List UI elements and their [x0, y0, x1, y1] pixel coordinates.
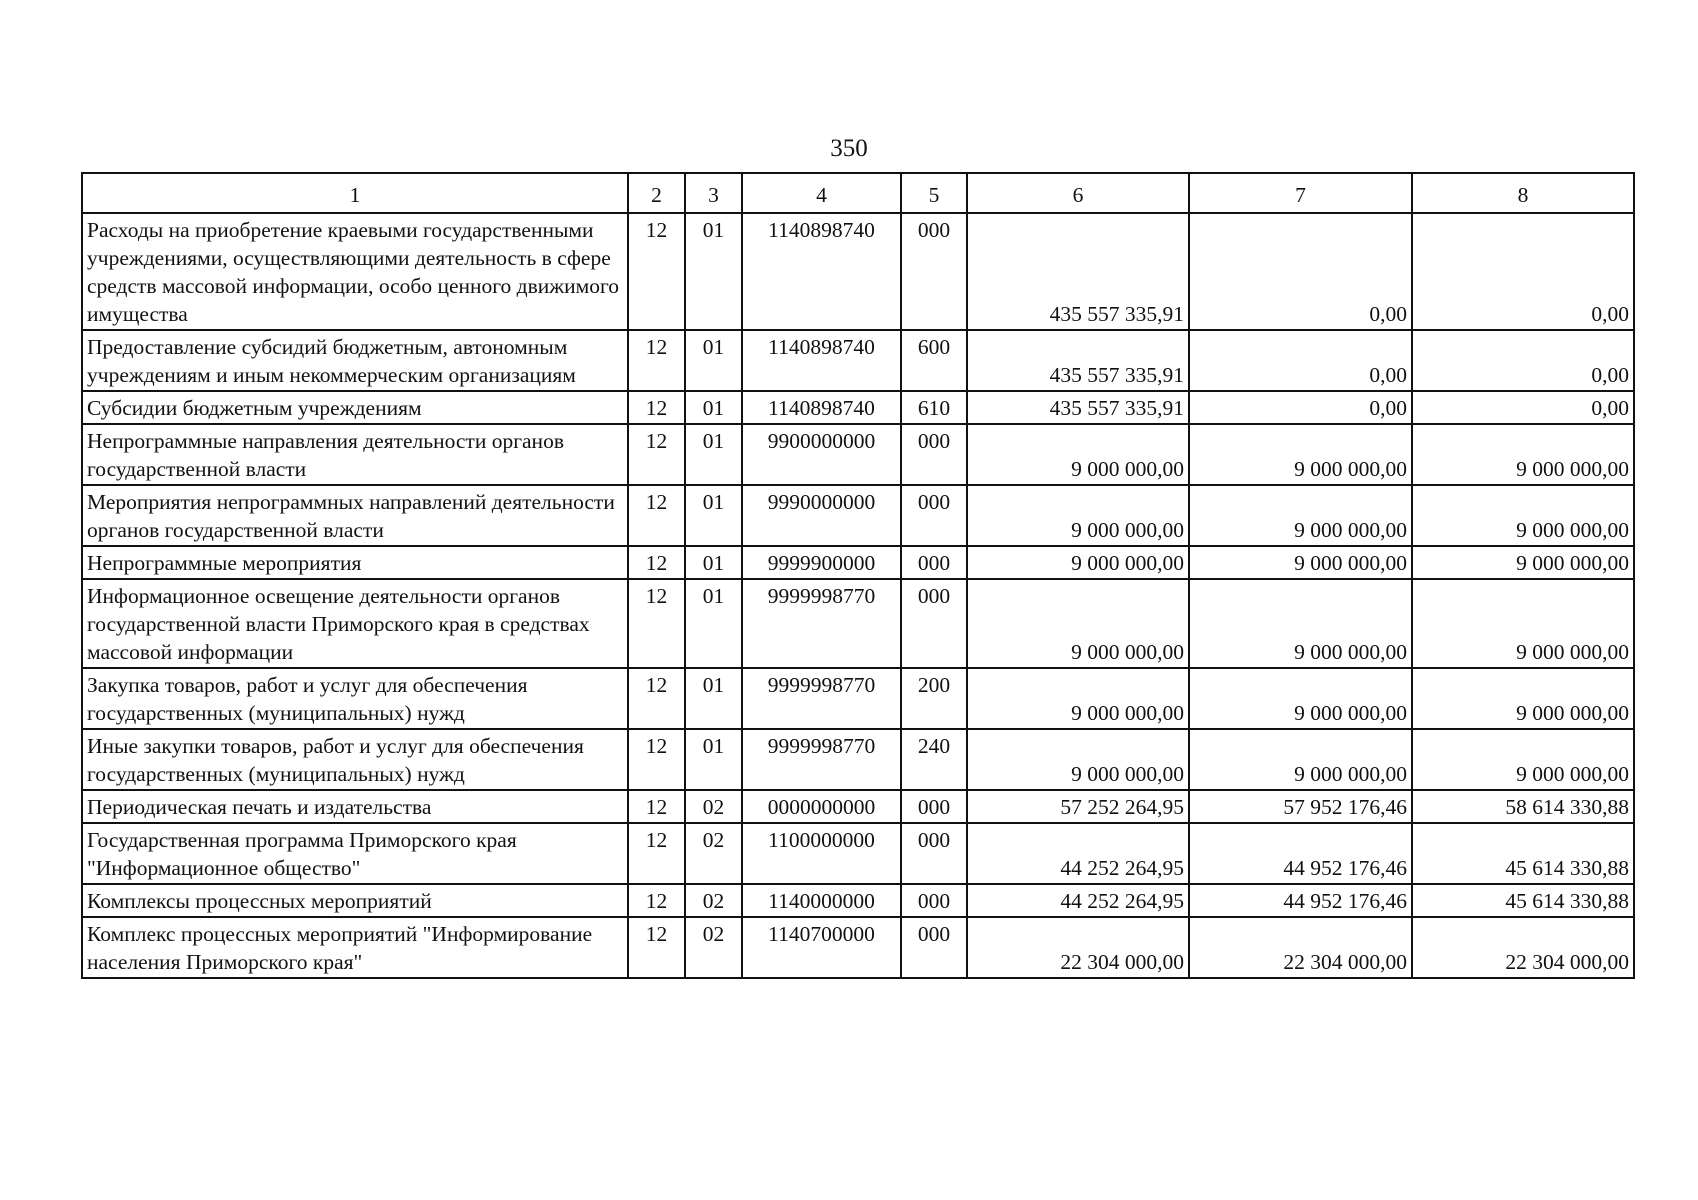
- section-code: 12: [628, 790, 685, 823]
- subsection-code: 01: [685, 668, 742, 729]
- section-code: 12: [628, 729, 685, 790]
- amount-col8: 9 000 000,00: [1412, 546, 1634, 579]
- subsection-code: 02: [685, 790, 742, 823]
- row-name: Закупка товаров, работ и услуг для обеспечения государственных (муниципальных) нужд: [82, 668, 628, 729]
- expense-type-code: 600: [901, 330, 967, 391]
- row-name: Государственная программа Приморского края "Информационное общество": [82, 823, 628, 884]
- row-name: Непрограммные направления деятельности органов государственной власти: [82, 424, 628, 485]
- amount-col6: 9 000 000,00: [967, 668, 1189, 729]
- amount-col6: 435 557 335,91: [967, 391, 1189, 424]
- amount-col6: 22 304 000,00: [967, 917, 1189, 978]
- row-name: Мероприятия непрограммных направлений деятельности органов государственной власти: [82, 485, 628, 546]
- column-header: 4: [742, 173, 901, 213]
- expense-type-code: 610: [901, 391, 967, 424]
- amount-col8: 45 614 330,88: [1412, 823, 1634, 884]
- amount-col6: 57 252 264,95: [967, 790, 1189, 823]
- section-code: 12: [628, 424, 685, 485]
- amount-col7: 9 000 000,00: [1189, 546, 1412, 579]
- row-name: Субсидии бюджетным учреждениям: [82, 391, 628, 424]
- subsection-code: 01: [685, 729, 742, 790]
- section-code: 12: [628, 579, 685, 668]
- table-row: [82, 729, 1634, 790]
- amount-col7: 22 304 000,00: [1189, 917, 1412, 978]
- row-name: Комплексы процессных мероприятий: [82, 884, 628, 917]
- subsection-code: 01: [685, 546, 742, 579]
- section-code: 12: [628, 485, 685, 546]
- target-article-code: 1140898740: [742, 330, 901, 391]
- amount-col7: 44 952 176,46: [1189, 823, 1412, 884]
- expense-type-code: 000: [901, 884, 967, 917]
- subsection-code: 01: [685, 213, 742, 330]
- section-code: 12: [628, 391, 685, 424]
- expense-type-code: 240: [901, 729, 967, 790]
- subsection-code: 01: [685, 485, 742, 546]
- target-article-code: 9999900000: [742, 546, 901, 579]
- amount-col7: 44 952 176,46: [1189, 884, 1412, 917]
- amount-col8: 9 000 000,00: [1412, 424, 1634, 485]
- target-article-code: 9990000000: [742, 485, 901, 546]
- target-article-code: 1140000000: [742, 884, 901, 917]
- amount-col6: 9 000 000,00: [967, 485, 1189, 546]
- column-header: 6: [967, 173, 1189, 213]
- target-article-code: 1140898740: [742, 391, 901, 424]
- row-name: Комплекс процессных мероприятий "Информирование населения Приморского края": [82, 917, 628, 978]
- table-row: [82, 485, 1634, 546]
- amount-col6: 44 252 264,95: [967, 884, 1189, 917]
- subsection-code: 02: [685, 917, 742, 978]
- amount-col6: 44 252 264,95: [967, 823, 1189, 884]
- subsection-code: 01: [685, 391, 742, 424]
- amount-col7: 9 000 000,00: [1189, 579, 1412, 668]
- amount-col8: 58 614 330,88: [1412, 790, 1634, 823]
- expense-type-code: 000: [901, 546, 967, 579]
- expense-type-code: 000: [901, 823, 967, 884]
- amount-col7: 9 000 000,00: [1189, 668, 1412, 729]
- expense-type-code: 200: [901, 668, 967, 729]
- section-code: 12: [628, 917, 685, 978]
- target-article-code: 9999998770: [742, 579, 901, 668]
- amount-col8: 9 000 000,00: [1412, 729, 1634, 790]
- target-article-code: 1140898740: [742, 213, 901, 330]
- section-code: 12: [628, 884, 685, 917]
- expense-type-code: 000: [901, 424, 967, 485]
- expense-type-code: 000: [901, 917, 967, 978]
- table-row: [82, 668, 1634, 729]
- column-header: 1: [82, 173, 628, 213]
- expense-type-code: 000: [901, 579, 967, 668]
- amount-col8: 9 000 000,00: [1412, 485, 1634, 546]
- expense-type-code: 000: [901, 790, 967, 823]
- amount-col8: 0,00: [1412, 391, 1634, 424]
- header-row: [82, 173, 1634, 213]
- table-row: [82, 213, 1634, 330]
- table-row: [82, 330, 1634, 391]
- amount-col6: 435 557 335,91: [967, 213, 1189, 330]
- table-row: [82, 917, 1634, 978]
- target-article-code: 1100000000: [742, 823, 901, 884]
- amount-col6: 9 000 000,00: [967, 729, 1189, 790]
- table-row: [82, 546, 1634, 579]
- row-name: Расходы на приобретение краевыми государственными учреждениями, осуществляющими деятельность в сфере средств массовой информации, особо ценного движимого имущества: [82, 213, 628, 330]
- target-article-code: 9999998770: [742, 729, 901, 790]
- subsection-code: 02: [685, 884, 742, 917]
- table-row: [82, 579, 1634, 668]
- section-code: 12: [628, 823, 685, 884]
- expense-type-code: 000: [901, 213, 967, 330]
- table-row: [82, 391, 1634, 424]
- row-name: Предоставление субсидий бюджетным, автономным учреждениям и иным некоммерческим организациям: [82, 330, 628, 391]
- subsection-code: 02: [685, 823, 742, 884]
- page-number: 350: [830, 135, 868, 162]
- amount-col6: 9 000 000,00: [967, 424, 1189, 485]
- amount-col7: 0,00: [1189, 330, 1412, 391]
- section-code: 12: [628, 213, 685, 330]
- budget-table: [81, 172, 1635, 979]
- amount-col7: 57 952 176,46: [1189, 790, 1412, 823]
- subsection-code: 01: [685, 424, 742, 485]
- table-row: [82, 424, 1634, 485]
- target-article-code: 9900000000: [742, 424, 901, 485]
- row-name: Непрограммные мероприятия: [82, 546, 628, 579]
- table-row: [82, 823, 1634, 884]
- row-name: Информационное освещение деятельности органов государственной власти Приморского края в средствах массовой информации: [82, 579, 628, 668]
- column-header: 7: [1189, 173, 1412, 213]
- amount-col7: 0,00: [1189, 391, 1412, 424]
- section-code: 12: [628, 546, 685, 579]
- amount-col7: 0,00: [1189, 213, 1412, 330]
- target-article-code: 9999998770: [742, 668, 901, 729]
- subsection-code: 01: [685, 579, 742, 668]
- column-header: 2: [628, 173, 685, 213]
- column-header: 8: [1412, 173, 1634, 213]
- target-article-code: 1140700000: [742, 917, 901, 978]
- table-row: [82, 884, 1634, 917]
- amount-col8: 9 000 000,00: [1412, 668, 1634, 729]
- row-name: Периодическая печать и издательства: [82, 790, 628, 823]
- amount-col8: 22 304 000,00: [1412, 917, 1634, 978]
- table-row: [82, 790, 1634, 823]
- amount-col6: 9 000 000,00: [967, 546, 1189, 579]
- target-article-code: 0000000000: [742, 790, 901, 823]
- section-code: 12: [628, 668, 685, 729]
- expense-type-code: 000: [901, 485, 967, 546]
- amount-col8: 9 000 000,00: [1412, 579, 1634, 668]
- amount-col6: 9 000 000,00: [967, 579, 1189, 668]
- section-code: 12: [628, 330, 685, 391]
- amount-col7: 9 000 000,00: [1189, 424, 1412, 485]
- row-name: Иные закупки товаров, работ и услуг для обеспечения государственных (муниципальных) нужд: [82, 729, 628, 790]
- amount-col6: 435 557 335,91: [967, 330, 1189, 391]
- amount-col7: 9 000 000,00: [1189, 729, 1412, 790]
- amount-col8: 45 614 330,88: [1412, 884, 1634, 917]
- column-header: 3: [685, 173, 742, 213]
- amount-col8: 0,00: [1412, 213, 1634, 330]
- amount-col8: 0,00: [1412, 330, 1634, 391]
- column-header: 5: [901, 173, 967, 213]
- subsection-code: 01: [685, 330, 742, 391]
- amount-col7: 9 000 000,00: [1189, 485, 1412, 546]
